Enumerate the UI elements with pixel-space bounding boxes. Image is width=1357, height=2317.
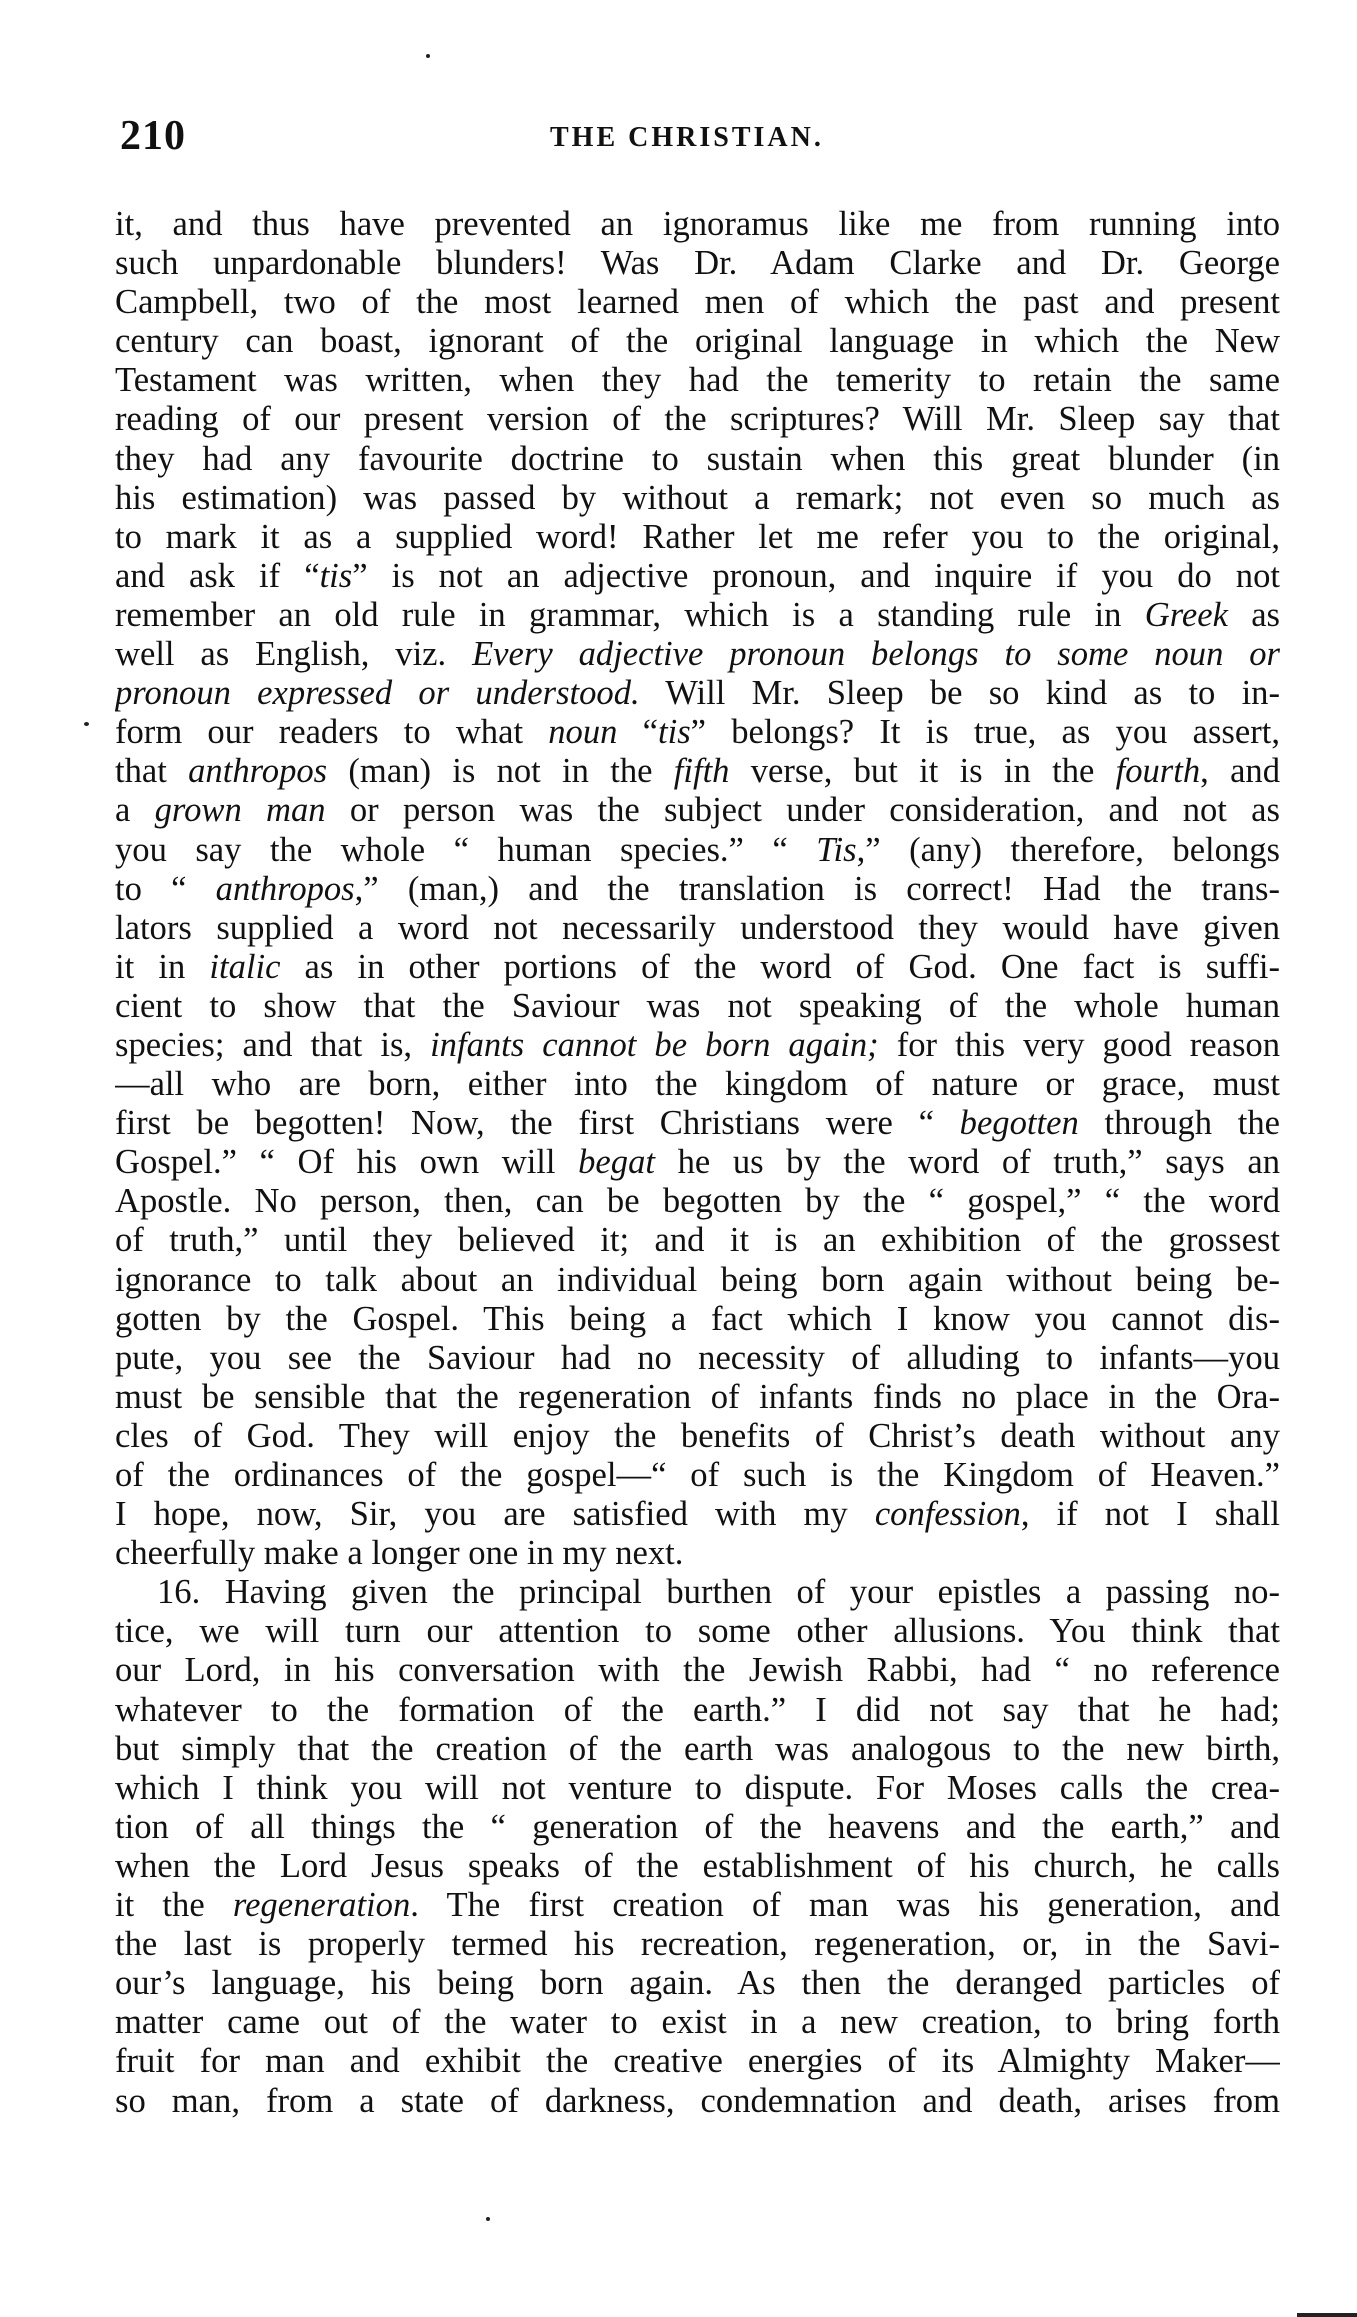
text-line — [115, 1065, 1280, 1104]
text-line — [115, 1534, 1280, 1573]
running-head: THE CHRISTIAN. — [550, 122, 824, 153]
text-run: . The first creation of man was his generation, and — [410, 1886, 1280, 1925]
text-run: ,” (man,) and the translation is correct! Had the trans- — [354, 869, 1280, 908]
text-line — [115, 1182, 1280, 1221]
text-line — [115, 2082, 1280, 2121]
ink-spot-top — [426, 54, 430, 58]
text-run: —all who are born, either into the kingdom of nature or grace, must — [115, 1065, 1280, 1104]
text-line — [115, 479, 1280, 518]
text-run: you say the whole “ human species.” “ — [115, 830, 817, 869]
italic-text: tis — [657, 713, 691, 752]
text-run: first be begotten! Now, the first Christians were “ — [115, 1104, 960, 1143]
text-line — [115, 870, 1280, 909]
text-line — [115, 948, 1280, 987]
text-run: pute, you see the Saviour had no necessity of alluding to infants—you — [115, 1338, 1280, 1377]
text-run: it, and thus have prevented an ignoramus like me from running into — [115, 205, 1280, 243]
text-line — [115, 831, 1280, 870]
text-run: gotten by the Gospel. This being a fact which I know you cannot dis- — [115, 1299, 1280, 1338]
text-line — [115, 2042, 1280, 2081]
text-line — [115, 518, 1280, 557]
text-run: tice, we will turn our attention to some other allusions. You think that — [115, 1612, 1280, 1651]
text-run: whatever to the formation of the earth.” I did not say that he had; — [115, 1690, 1280, 1729]
text-run: ,” (any) therefore, belongs — [856, 830, 1280, 869]
italic-text: regeneration — [232, 1886, 411, 1925]
text-run: ” is not an adjective pronoun, and inquire if you do not — [352, 556, 1280, 595]
text-line — [115, 361, 1280, 400]
text-line — [115, 1221, 1280, 1260]
italic-text: noun — [548, 713, 618, 752]
text-line — [115, 1573, 1280, 1612]
text-run: of truth,” until they believed it; and it is an exhibition of the grossest — [115, 1221, 1280, 1260]
text-line — [115, 1143, 1280, 1182]
text-run: to “ — [115, 869, 216, 908]
text-line — [115, 440, 1280, 479]
text-run: century can boast, ignorant of the original language in which the New — [115, 322, 1280, 361]
text-run: cient to show that the Saviour was not speaking of the whole human — [115, 986, 1280, 1025]
text-line — [115, 1300, 1280, 1339]
text-run: Testament was written, when they had the temerity to retain the same — [115, 361, 1280, 400]
text-line — [115, 557, 1280, 596]
text-run: as — [1227, 595, 1280, 634]
text-run: well as English, viz. — [115, 635, 473, 674]
text-run: it in — [115, 947, 210, 986]
text-run: when the Lord Jesus speaks of the establishment of his church, he calls — [115, 1846, 1280, 1885]
text-run: Apostle. No person, then, can be begotten by the “ gospel,” “ the word — [115, 1182, 1280, 1221]
text-line — [115, 674, 1280, 713]
text-run: must be sensible that the regeneration of infants finds no place in the Ora- — [115, 1377, 1280, 1416]
text-line — [115, 635, 1280, 674]
text-run: the last is properly termed his recreation, regeneration, or, in the Savi- — [115, 1925, 1280, 1964]
text-line — [115, 1495, 1280, 1534]
page-number: 210 — [120, 113, 186, 159]
text-run: but simply that the creation of the earth was analogous to the new birth, — [115, 1729, 1280, 1768]
text-run: so man, from a state of darkness, condemnation and death, arises from — [115, 2081, 1280, 2120]
text-run: Will Mr. Sleep be so kind as to in- — [639, 674, 1280, 713]
text-run: matter came out of the water to exist in a new creation, to bring forth — [115, 2003, 1280, 2042]
italic-text: begotten — [959, 1104, 1079, 1143]
text-line — [115, 1104, 1280, 1143]
text-line — [115, 2003, 1280, 2042]
italic-text: fifth — [673, 752, 730, 791]
text-line — [115, 1417, 1280, 1456]
text-line — [115, 1651, 1280, 1690]
text-line — [115, 1808, 1280, 1847]
text-line — [115, 322, 1280, 361]
text-line — [115, 283, 1280, 322]
italic-text: fourth — [1115, 752, 1201, 791]
text-run: he us by the word of truth,” says an — [654, 1143, 1280, 1182]
text-run: species; and that is, — [115, 1025, 431, 1064]
text-run: verse, but it is in the — [729, 752, 1116, 791]
italic-text: anthropos — [215, 869, 355, 908]
italic-text: italic — [209, 947, 281, 986]
ink-spot-left — [84, 722, 89, 726]
text-run: for this very good reason — [878, 1025, 1280, 1064]
text-run: , and — [1200, 752, 1280, 791]
text-run: ” belongs? It is true, as you assert, — [690, 713, 1280, 752]
text-run: and ask if “ — [115, 556, 320, 595]
italic-text: Greek — [1144, 595, 1228, 634]
text-line — [115, 791, 1280, 830]
text-line — [115, 1691, 1280, 1730]
page-edge-mark — [1297, 2313, 1357, 2317]
text-run: as in other portions of the word of God. One fact is suffi- — [280, 947, 1280, 986]
italic-text: Every adjective pronoun belongs to some noun or — [472, 635, 1280, 674]
text-line — [115, 1026, 1280, 1065]
text-run: such unpardonable blunders! Was Dr. Adam Clarke and Dr. George — [115, 244, 1280, 283]
text-run: form our readers to what — [115, 713, 549, 752]
text-run: our’s language, his being born again. As then the deranged particles of — [115, 1964, 1280, 2003]
text-line — [115, 596, 1280, 635]
text-run: tion of all things the “ generation of the heavens and the earth,” and — [115, 1807, 1280, 1846]
text-run: cles of God. They will enjoy the benefits of Christ’s death without any — [115, 1416, 1280, 1455]
text-run: “ — [617, 713, 658, 752]
text-line — [115, 1847, 1280, 1886]
italic-text: anthropos — [188, 752, 328, 791]
text-line — [115, 909, 1280, 948]
text-line — [115, 713, 1280, 752]
text-run: Campbell, two of the most learned men of which the past and present — [115, 283, 1280, 322]
text-run: fruit for man and exhibit the creative energies of its Almighty Maker— — [115, 2042, 1280, 2081]
text-run: they had any favourite doctrine to sustain when this great blunder (in — [115, 439, 1280, 478]
text-run: a — [115, 791, 155, 830]
italic-text: grown man — [154, 791, 326, 830]
text-line — [115, 1378, 1280, 1417]
text-run: Gospel.” “ Of his own will — [115, 1143, 579, 1182]
page-header — [120, 112, 1280, 172]
italic-text: begat — [578, 1143, 655, 1182]
text-run: reading of our present version of the scriptures? Will Mr. Sleep say that — [115, 400, 1280, 439]
text-line — [115, 987, 1280, 1026]
text-run: to mark it as a supplied word! Rather let me refer you to the original, — [115, 517, 1280, 556]
text-run: which I think you will not venture to dispute. For Moses calls the crea- — [115, 1768, 1280, 1807]
italic-text: tis — [319, 556, 353, 595]
text-line — [115, 1925, 1280, 1964]
text-run: it the — [115, 1886, 233, 1925]
text-line — [115, 1339, 1280, 1378]
text-run: 16. Having given the principal burthen of your epistles a passing no- — [157, 1573, 1280, 1612]
text-run: or person was the subject under consideration, and not as — [325, 791, 1280, 830]
text-run: I hope, now, Sir, you are satisfied with my — [115, 1495, 875, 1534]
text-line — [115, 1730, 1280, 1769]
text-line — [115, 752, 1280, 791]
text-run: lators supplied a word not necessarily understood they would have given — [115, 908, 1280, 947]
text-run: ignorance to talk about an individual being born again without being be- — [115, 1260, 1280, 1299]
text-line — [115, 400, 1280, 439]
italic-text: infants cannot be born again; — [430, 1025, 879, 1064]
text-run: his estimation) was passed by without a remark; not even so much as — [115, 478, 1280, 517]
italic-text: Tis — [816, 830, 857, 869]
text-line — [115, 205, 1280, 244]
text-line — [115, 244, 1280, 283]
text-run: cheerfully make a longer one in my next. — [115, 1534, 684, 1573]
text-run: , if not I shall — [1020, 1495, 1280, 1534]
text-line — [115, 1769, 1280, 1808]
text-line — [115, 1456, 1280, 1495]
text-line — [115, 1261, 1280, 1300]
text-run: through the — [1078, 1104, 1280, 1143]
text-run: remember an old rule in grammar, which is a standing rule in — [115, 595, 1145, 634]
text-run: our Lord, in his conversation with the Jewish Rabbi, had “ no reference — [115, 1651, 1280, 1690]
text-line — [115, 1886, 1280, 1925]
text-line — [115, 1612, 1280, 1651]
italic-text: pronoun expressed or understood. — [115, 674, 640, 713]
text-line — [115, 1964, 1280, 2003]
ink-spot-bottom — [486, 2217, 490, 2221]
text-run: that — [115, 752, 189, 791]
text-run: (man) is not in the — [327, 752, 674, 791]
body-text — [115, 205, 1280, 2121]
italic-text: confession — [874, 1495, 1021, 1534]
text-run: of the ordinances of the gospel—“ of such is the Kingdom of Heaven.” — [115, 1456, 1280, 1494]
